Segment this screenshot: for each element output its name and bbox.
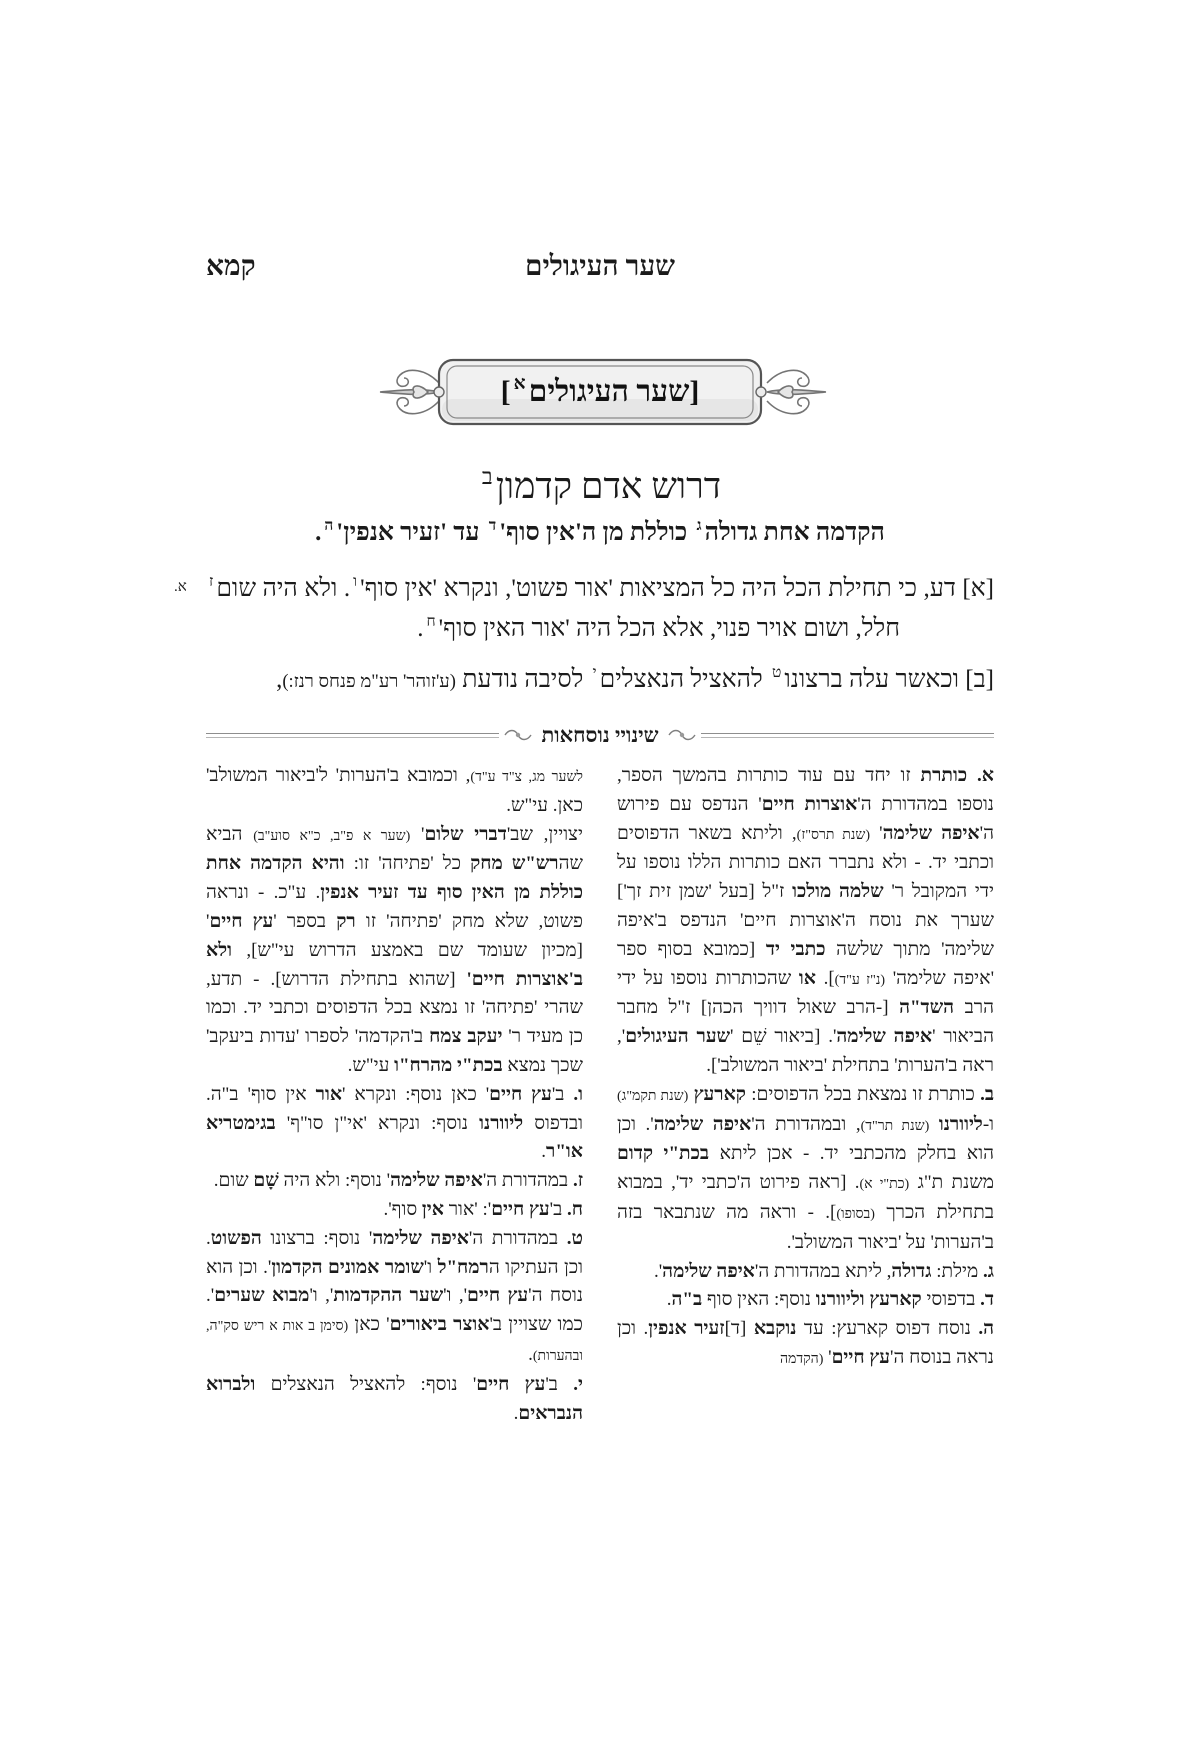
bold-text: אוצרות חיים (761, 793, 858, 815)
text-run: ] (500, 375, 511, 408)
bold-text: זעיר אנפין (648, 1318, 725, 1340)
text-run: כוללת מן ה'אין סוף' (499, 519, 694, 546)
text-run: כותרת זו נמצאת בכל הדפוסים: (745, 1083, 981, 1105)
text-run: במהדורת ה' (482, 1170, 573, 1192)
text-run: . (417, 615, 424, 642)
bold-text: ד. (980, 1289, 994, 1311)
bold-text: איפה שלימה (390, 1170, 483, 1192)
bold-text: שער העיגולים (625, 1026, 731, 1048)
footnote-marker: ב (481, 464, 493, 490)
text-run: ': 'אור (443, 1198, 492, 1220)
source-reference: (שנת תר"ד) (860, 1117, 930, 1134)
text-run: . (513, 1402, 519, 1424)
source-reference: (כת"י א) (859, 1176, 910, 1193)
text-run: בדפוסי (921, 1289, 981, 1311)
source-reference: (הקדמה (779, 1350, 824, 1367)
variant-note (617, 762, 994, 1081)
divider-line (206, 733, 499, 738)
text-run: ' נוסף: להאציל הנאצלים (255, 1373, 477, 1395)
text-run: ב' (545, 1373, 574, 1395)
bold-text: ח. (567, 1198, 583, 1220)
variant-note (617, 1081, 994, 1258)
text-run: . וכן העתיקו ה (206, 1227, 584, 1278)
bold-text: בגימטריא או"ר (206, 1112, 583, 1163)
bold-text: ט. (566, 1227, 583, 1249)
margin-reference: א. (174, 579, 187, 595)
text-run: ' [מכיון שעומד שם באמצע הדרוש עי"ש], (206, 910, 583, 961)
bold-text: עץ חיים (489, 1083, 552, 1105)
bold-text: שָׁם (253, 1170, 279, 1192)
text-run: ' נוסף: ולא היה (278, 1170, 391, 1192)
variant-note (206, 1167, 583, 1196)
text-run: משנת ת"ג (909, 1172, 994, 1194)
bold-text: אוצר ביאורים (389, 1314, 490, 1336)
bold-text: שלמה מולכו (792, 881, 884, 903)
bold-text: ו. (573, 1083, 583, 1105)
variants-notes (206, 762, 994, 1428)
text-run: '. כמו שצויין ב' (206, 1285, 583, 1336)
bold-text: עץ חיים (831, 1346, 891, 1368)
bold-text: שומר אמונים הקדמון (271, 1256, 424, 1278)
bold-text: ז. (572, 1170, 583, 1192)
bold-text: עץ חיים (467, 1285, 529, 1307)
text-run: להאציל הנאצלים (599, 666, 769, 693)
text-run: [ד] (724, 1318, 754, 1340)
running-head-title: שער העיגולים (524, 251, 676, 282)
text-run: שהכותרות נוספו על ידי הרב (617, 967, 994, 1019)
text-run: ' (410, 823, 425, 845)
bold-text: איפה שלימה (653, 1113, 752, 1135)
text-run: , וכמובא ב'הערות' ל'ביאור המשולב' כאן. עי"ש. (206, 765, 583, 816)
divider-line (701, 733, 994, 738)
text-run: זו יחד עם עוד כותרות בהמשך הספר, נוספו במהדורת ה' (617, 765, 994, 815)
text-run: עי"ש. (347, 1054, 395, 1076)
text-run: '. (653, 1260, 663, 1282)
bold-text: רמח"ל (437, 1256, 489, 1278)
text-run: . (666, 1289, 672, 1311)
footnote-marker: ו (353, 573, 358, 591)
text-run: [א] דע, כי תחילת הכל היה כל המציאות 'אור פשוט', ונקרא 'אין סוף' (360, 575, 994, 602)
bold-text: שער ההקדמות (333, 1285, 444, 1307)
footnote-marker: ה (324, 517, 334, 535)
source-reference: (בסופו) (836, 1205, 875, 1222)
bold-text: איפה שלימה (662, 1260, 755, 1282)
source-reference: (נ"ז ע"ד) (834, 971, 886, 988)
bold-text: קארעץ (693, 1083, 746, 1105)
section-banner-title (439, 355, 761, 429)
text-run: ' הנדפס עם פירוש ה' (617, 793, 994, 844)
text-run: לסיבה נודעת (455, 666, 590, 693)
text-run: '. וכן הוא נוסח ה' (206, 1256, 584, 1307)
paragraph-1 (206, 569, 994, 649)
bold-text: יעקב צמח (429, 1026, 503, 1048)
bold-text: ב"ה (671, 1289, 703, 1311)
bold-text: הפשוט (210, 1227, 262, 1249)
text-run: ', ראה ב'הערות' בתחילת 'ביאור המשולב']. (617, 1026, 994, 1076)
bold-text: איפה שלימה (836, 1026, 933, 1048)
text-run: [שער העיגולים (528, 375, 700, 408)
footnote-marker: ח (426, 613, 436, 631)
bold-text: גדולה (891, 1260, 932, 1282)
footnote-marker: ט (772, 664, 782, 682)
text-run: , וליתא בשאר הדפוסים וכתבי יד. - ולא נתברר האם כותרות הללו נוספו על ידי המקובל ר' (617, 822, 995, 903)
text-run: אין סוף' ב"ה. ובדפוס (206, 1083, 583, 1134)
text-run: ו- (982, 1113, 995, 1135)
bold-text: או (798, 967, 816, 989)
text-run: . וכן נראה בנוסח ה' (617, 1318, 994, 1368)
text-run: , ליתא במהדורת ה' (754, 1260, 892, 1282)
bold-text: מבוא שערים (214, 1285, 310, 1307)
variant-note (206, 1371, 583, 1429)
bold-text: דברי שלום (424, 823, 507, 845)
bold-text: אור (315, 1083, 343, 1105)
notes-column-right (617, 762, 994, 1428)
source-reference: (ע'זוהר' רע"מ פנחס רנז:) (282, 672, 456, 692)
variants-divider (206, 720, 994, 750)
text-run: '. [ביאור שֵׁם ' (730, 1026, 837, 1048)
paragraph-2 (206, 660, 994, 702)
bold-text: השד"ה (899, 997, 955, 1019)
source-reference: (שנת תקמ"ג) (617, 1087, 689, 1104)
text-run: ' כאן (348, 1314, 390, 1336)
text-run: . ע"כ. - ונראה פשוט, שלא מחק 'פתיחה' זו (206, 882, 583, 932)
text-run: ', ו' (443, 1285, 468, 1307)
text-run: נוסח דפוס קארעץ: עד (796, 1318, 979, 1340)
bold-text: א. כותרת (920, 765, 995, 786)
text-run: נוסף: ונקרא 'אי"ן סו"ף' (275, 1112, 480, 1134)
text-run: במהדורת ה' (468, 1227, 567, 1249)
text-run: ]. (815, 967, 835, 989)
bold-text: ה. (978, 1318, 995, 1340)
bold-text: וליוורנו (815, 1289, 865, 1311)
text-run: שום. (213, 1170, 254, 1192)
footnote-marker: ז (209, 573, 214, 591)
bold-text: אין (421, 1198, 444, 1220)
variant-note (617, 1258, 994, 1287)
bold-text: ליוורנו (479, 1112, 524, 1134)
discourse-title (206, 464, 994, 508)
bold-text: נוקבא (753, 1318, 797, 1340)
text-run: [שהוא בתחילת הדרוש]. - תדע, שהרי 'פתיחה' זו נמצא בכל הדפוסים וכתבי יד. וכמו כן מעיד ר' (206, 968, 583, 1048)
text-run: . ולא היה שום (216, 575, 351, 602)
bold-text: בכת"י קדום (617, 1143, 710, 1165)
footnote-marker: י (592, 664, 597, 682)
bold-text: ב. (980, 1083, 995, 1105)
variant-note (617, 1286, 994, 1315)
text-run: עד 'זעיר אנפין' (336, 519, 486, 546)
text-run: כל 'פתיחה' זו: (344, 853, 471, 875)
bold-text: כתבי יד (765, 938, 826, 960)
text-run: , (276, 666, 283, 693)
footnote-marker: ג (696, 517, 702, 535)
variant-note (206, 1225, 583, 1371)
text-run: ' (870, 822, 883, 844)
variant-note (206, 762, 583, 821)
text-run: . (315, 519, 322, 546)
source-reference: (סימן ב אות א ריש סק"ה, ובהערות) (206, 1318, 583, 1364)
text-run: '. וכן הוא בחלק מהכתבי יד. - אכן ליתא (617, 1113, 994, 1165)
variant-note (206, 821, 583, 1081)
text-run: [ב] וכאשר עלה ברצונו (784, 666, 994, 693)
bold-text: איפה שלימה (372, 1227, 469, 1249)
text-run: . (528, 1343, 533, 1365)
text-run: ' (823, 1346, 832, 1368)
text-run: ב'הקדמה' לספרו 'עדות ביעקב' שכך נמצא (206, 1026, 583, 1076)
bold-text: עץ חיים (209, 910, 274, 932)
bold-text: בכת"י מהרח"ו (394, 1054, 503, 1076)
text-run: ' כאן נוסף: ונקרא ' (342, 1083, 490, 1105)
source-reference: לשער מג, צ"ד ע"ד) (470, 769, 583, 785)
bold-text: ג. (982, 1260, 994, 1282)
notes-column-left (206, 762, 583, 1428)
footnote-marker: א (513, 373, 526, 395)
bold-text: איפה שלימה (882, 822, 980, 844)
variant-note (206, 1196, 583, 1225)
text-run: חלל, ושום אויר פנוי, אלא הכל היה 'אור האין סוף' (438, 615, 900, 642)
bold-text: י. (573, 1373, 583, 1395)
footnote-marker: ד (488, 517, 497, 535)
source-reference: (שער א פ"ב, כ"א סוע"ב) (253, 827, 411, 844)
text-run: ', ו' (309, 1285, 334, 1307)
text-run: [כמובא בסוף ספר 'איפה שלימה' (617, 938, 994, 989)
variants-heading: שינויי נוסחאות (541, 723, 659, 747)
section-banner (378, 355, 828, 429)
right-flourish-icon (767, 370, 826, 413)
text-run: נוסף: האין סוף (702, 1289, 816, 1311)
left-flourish-icon (380, 370, 439, 413)
bold-text: עץ חיים (491, 1198, 550, 1220)
text-run: . [ראה פירוט ה'כתבי יד', במבוא בתחילת הכרך (617, 1172, 994, 1223)
text-run: [-הרב שאול דוויך הכהן] ז"ל מחבר הביאור ' (617, 997, 994, 1048)
main-content (206, 464, 994, 1428)
page-number: קמא (206, 251, 256, 282)
bold-text: רש"ש מחק (470, 853, 559, 875)
variant-note (617, 1315, 994, 1374)
text-run: ו' (423, 1256, 438, 1278)
scroll-ornament-icon (667, 727, 697, 743)
bold-text: עץ חיים (476, 1373, 546, 1395)
text-run (929, 1114, 939, 1135)
text-run: . (541, 1141, 547, 1163)
text-run: הביא שה (206, 823, 583, 875)
text-run: בספר ' (273, 910, 337, 932)
text-run: סוף'. (383, 1198, 422, 1220)
text-run: ז"ל [בעל 'שמן זית זך'] שערך את נוסח ה'אוצרות חיים' הנדפס ב'איפה שלימה' מתוך שלשה (617, 881, 995, 960)
bold-text: ולא ב'אוצרות חיים' (206, 939, 584, 990)
bold-text: ליוורנו (938, 1113, 983, 1135)
text-run: ב' (551, 1083, 574, 1105)
text-run: מילת: (931, 1260, 983, 1282)
variant-note (206, 1081, 583, 1167)
text-run: , ובמהדורת ה' (751, 1113, 861, 1135)
bold-text: והיא הקדמה אחת כוללת מן האין סוף עד זעיר אנפין (206, 853, 583, 904)
bold-text: קארעץ (869, 1289, 922, 1311)
text-run: יצויין, שב' (506, 823, 583, 845)
text-run: ' נוסף: ברצונו (261, 1227, 373, 1249)
source-reference: (שנת תרס"ז) (796, 826, 871, 843)
scroll-ornament-icon (503, 727, 533, 743)
text-run: ב' (549, 1198, 567, 1220)
bold-text: ולברוא הנבראים (206, 1373, 583, 1424)
text-run: דרוש אדם קדמון (495, 466, 722, 506)
discourse-subtitle (206, 516, 994, 550)
text-run: הקדמה אחת גדולה (704, 519, 885, 546)
text-run: ]. - וראה מה שנתבאר בזה ב'הערות' על 'ביאור המשולב'. (617, 1201, 994, 1253)
bold-text: רק (336, 910, 356, 932)
